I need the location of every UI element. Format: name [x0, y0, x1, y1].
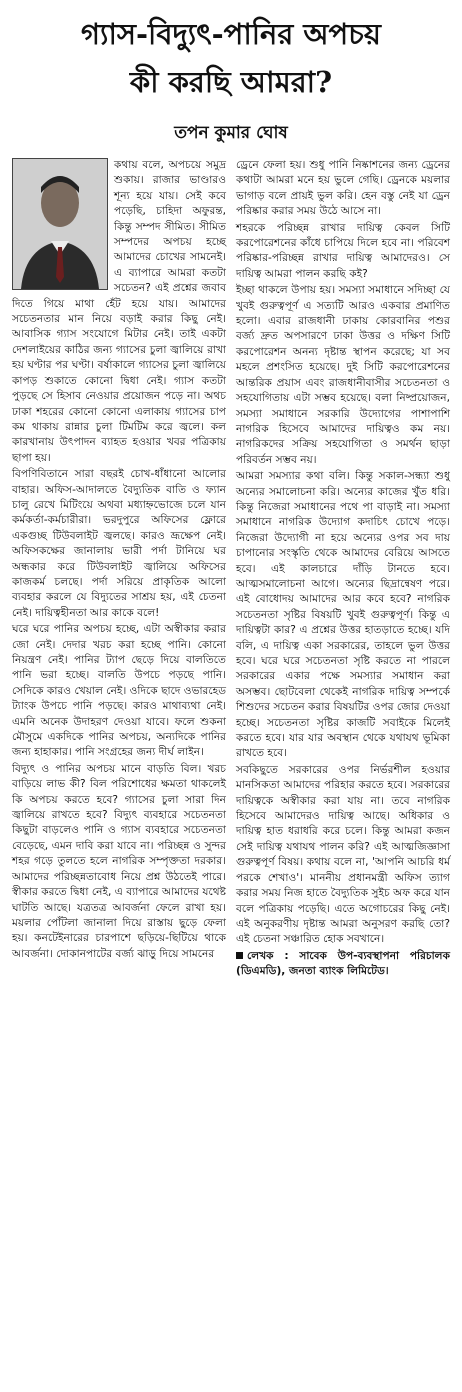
paragraph: কথায় বলে, অপচয়ে সমুদ্র শুকায়। রাজার ভাণ্ডারও শূন্য হয়ে যায়। সেই কবে পড়েছি, চাহিদা অফুরন্ত, কিন্তু সম্পদ সীমিত। সীমিত সম্পদের অপচয় হচ্ছে আমাদের চোখের সামনেই। এ ব্যাপারে আমরা কতটা সচেতন? এই প্রশ্নের জবাব দিতে গিয়ে মাথা হেঁট হয়ে যায়। আমাদের সচেতনতার মান নিয়ে বড়াই করার কিছু নেই। আবাসিক গ্যাস সংযোগে মিটার নেই। তাই একটা দেশলাইয়ের কাঠির জন্য গ্যাসের চুলা জ্বালিয়ে রাখা হয় ঘণ্টার পর ঘণ্টা। বর্ষাকালে গ্যাসের চুলা জ্বালিয়ে কাপড় শুকাতে কোনো দ্বিধা নেই। গ্যাস কতটা পুড়ছে সে হিসাব নেওয়ার প্রয়োজন পড়ে না। অথচ ঢাকা শহরের কোনো কোনো এলাকায় গ্যাসের চাপ কম থাকায় রান্নার চুলা টিমটিম করে জ্বলে। কল কারখানায় উৎপাদন ব্যাহত হওয়ার খবর পত্রিকায় ছাপা হয়। [12, 159, 226, 464]
paragraph: শহরকে পরিচ্ছন্ন রাখার দায়িত্ব কেবল সিটি করপোরেশনের কাঁধে চাপিয়ে দিলে হবে না। পরিবেশ পরিষ্কার-পরিচ্ছন্ন রাখার দায়িত্ব আমাদেরও। সে দায়িত্ব আমরা পালন করছি কই? [236, 221, 450, 280]
paragraph: বিপণিবিতানে সারা বছরই চোখ-ধাঁধানো আলোর বাহার। অফিস-আদালতে বৈদ্যুতিক বাতি ও ফ্যান চালু রেখে মিটিংয়ে অথবা মধ্যাহ্নভোজে চলে যান কর্মকর্তা-কর্মচারীরা। ভরদুপুরে অফিসের ফ্লোরে একগুচ্ছ টিউবলাইট জ্বলছে। কারও ভ্রূক্ষেপ নেই। অফিসকক্ষের জানালায় ভারী পর্দা টানিয়ে ঘর অন্ধকার করে টিউবলাইট জ্বালিয়ে অফিসের কাজকর্ম চলছে। পর্দা সরিয়ে প্রাকৃতিক আলো ব্যবহার করলে যে বিদ্যুতের সাশ্রয় হয়, এই চেতনা নেই। দায়িত্বহীনতা আর কাকে বলে! [12, 468, 226, 619]
headline-line-2: কী করছি আমরা? [129, 65, 333, 99]
square-bullet-icon [236, 952, 243, 959]
paragraph: ঘরে ঘরে পানির অপচয় হচ্ছে, এটা অস্বীকার করার জো নেই। দেদার খরচ করা হচ্ছে পানি। কোনো নিয়ন্ত্রণ নেই। পানির ট্যাপ ছেড়ে দিয়ে বালতিতে পানি ভরা হচ্ছে। বালতি উপচে পড়ছে পানি। সেদিকে কারও খেয়াল নেই। ওদিকে ছাদে ওভারহেড ট্যাংক উপচে পানি পড়ছে। কারও মাথাব্যথা নেই। এমনি অনেক উদাহরণ দেওয়া যাবে। ফলে শুকনা মৌসুমে একদিকে পানির অপচয়, অন্যদিকে পানির জন্য হাহাকার। পানি সংগ্রহের জন্য দীর্ঘ লাইন। [12, 623, 226, 759]
author-portrait-icon [12, 158, 108, 290]
left-column [12, 158, 226, 980]
author-photo [12, 158, 108, 290]
article-body [12, 158, 450, 980]
headline [12, 8, 450, 108]
paragraph: আমরা সমস্যার কথা বলি। কিন্তু সকাল-সন্ধ্যা শুধু অন্যের সমালোচনা করি। অন্যের কাজের খুঁত ধরি। কিন্তু নিজেরা সমাধানের পথে পা বাড়াই না। সমস্যা সমাধানে নাগরিক উদ্যোগ কদাচিৎ চোখে পড়ে। নিজেরা উদ্যোগী না হয়ে অন্যের ওপর সব দায় চাপানোর সংস্কৃতি থেকে আমাদের বেরিয়ে আসতে হবে। এই কালচারে দাঁড়ি টানতে হবে। আত্মসমালোচনা আগে। অন্যের ছিদ্রান্বেষণ পরে। এই বোধোদয় আমাদের আর কবে হবে? নাগরিক সচেতনতা সৃষ্টির বিষয়টি খুবই গুরুত্বপূর্ণ। কিন্তু এ দায়িত্বটা কার? এ প্রশ্নের উত্তর হাতড়াতে হচ্ছে। যদি বলি, এ দায়িত্ব একা সরকারের, তাহলে ভুল উত্তর হবে। ঘরে ঘরে সচেতনতা সৃষ্টি করতে না পারলে সরকারের একার পক্ষে সমস্যার সমাধান করা অসম্ভব। ছোটবেলা থেকেই নাগরিক দায়িত্ব সম্পর্কে শিশুদের সচেতন করার বিষয়টির ওপর জোর দেওয়া হচ্ছে। সচেতনতা সৃষ্টির কাজটি সবাইকে মিলেই করতে হবে। যার যার অবস্থান থেকে যথাযথ ভূমিকা রাখতে হবে। [236, 470, 450, 760]
headline-line-1: গ্যাস-বিদ্যুৎ-পানির অপচয় [81, 17, 381, 51]
author-note-label: লেখক : [247, 949, 289, 962]
author-note-text: সাবেক উপ-ব্যবস্থাপনা পরিচালক (ডিএমডি), জনতা ব্যাংক লিমিটেড। [236, 949, 450, 978]
author-note [236, 949, 450, 980]
paragraph: সবকিছুতে সরকারের ওপর নির্ভরশীল হওয়ার মানসিকতা আমাদের পরিহার করতে হবে। সরকারের দায়িত্বকে অস্বীকার করা যায় না। তবে নাগরিক হিসেবে আমাদেরও দায়িত্ব আছে। অধিকার ও দায়িত্ব হাত ধরাধরি করে চলে। কিন্তু আমরা কজন সেই দায়িত্ব যথাযথ পালন করি? এই আত্মজিজ্ঞাসা গুরুত্বপূর্ণ বিষয়। কথায় বলে না, 'আপনি আচরি ধর্ম পরকে শেখাও'। মাননীয় প্রধানমন্ত্রী অফিস ত্যাগ করার সময় নিজ হাতে বৈদ্যুতিক সুইচ অফ করে যান বলে পত্রিকায় পড়েছি। এতে অগোচরের কিছু নেই। এই অনুকরণীয় দৃষ্টান্ত আমরা অনুসরণ করছি তো? এই চেতনা সঞ্চারিত হোক সবখানে। [236, 763, 450, 946]
byline: তপন কুমার ঘোষ [174, 123, 288, 143]
paragraph: ইচ্ছা থাকলে উপায় হয়। সমস্যা সমাধানে সদিচ্ছা যে খুবই গুরুত্বপূর্ণ এ সত্যটি আরও একবার প্রমাণিত হলো। এবার রাজধানী ঢাকায় কোরবানির পশুর বর্জ্য দ্রুত অপসারণে ঢাকা উত্তর ও দক্ষিণ সিটি করপোরেশন অনন্য দৃষ্টান্ত স্থাপন করেছে; যা সব মহলে প্রশংসিত হয়েছে। দুই সিটি করপোরেশনের আন্তরিক প্রয়াস এবং রাজধানীবাসীর সচেতনতা ও সহযোগিতায় এটা সম্ভব হয়েছে। বলা নিষ্প্রয়োজন, সমস্যা সমাধানে সরকারি উদ্যোগের পাশাপাশি নাগরিক হিসেবে আমাদের দায়িত্বও কম নয়। নাগরিকদের সক্রিয় সহযোগিতা ও সমর্থন ছাড়া পরিবর্তন সম্ভব নয়। [236, 284, 450, 466]
paragraph: ড্রেনে ফেলা হয়। শুধু পানি নিষ্কাশনের জন্য ড্রেনের কথাটা আমরা মনে হয় ভুলে গেছি। ড্রেনকে ময়লার ভাগাড় বলে প্রায়ই ভুল করি। হেন বস্তু নেই যা ড্রেন পরিষ্কার করার সময় উঠে আসে না। [236, 159, 450, 218]
right-column [236, 158, 450, 980]
paragraph: বিদ্যুৎ ও পানির অপচয় মানে বাড়তি বিল। খরচ বাড়িয়ে লাভ কী? বিল পরিশোধের ক্ষমতা থাকলেই কি অপচয় করতে হবে? গ্যাসের চুলা সারা দিন জ্বালিয়ে রাখতে হবে? বিদ্যুৎ ব্যবহারে সচেতনতা কিছুটা বাড়লেও পানি ও গ্যাস ব্যবহারে সচেতনতা বেড়েছে, এমন দাবি করা যাবে না। পরিচ্ছন্ন ও সুন্দর শহর গড়ে তুলতে হলে নাগরিক সম্পৃক্ততা দরকার। আমাদের পরিচ্ছন্নতাবোধ নিয়ে প্রশ্ন উঠতেই পারে। স্বীকার করতে দ্বিধা নেই, এ ব্যাপারে আমাদের যথেষ্ট ঘাটতি আছে। যত্রতত্র আবর্জনা ফেলে রাখা হয়। ময়লার পোঁটলা জানালা দিয়ে রাস্তায় ছুড়ে ফেলা হয়। কনটেইনারের চারপাশে ছড়িয়ে-ছিটিয়ে থাকে আবর্জনা। দোকানপাটের বর্জ্য ঝাড়ু দিয়ে সামনের [12, 762, 226, 960]
